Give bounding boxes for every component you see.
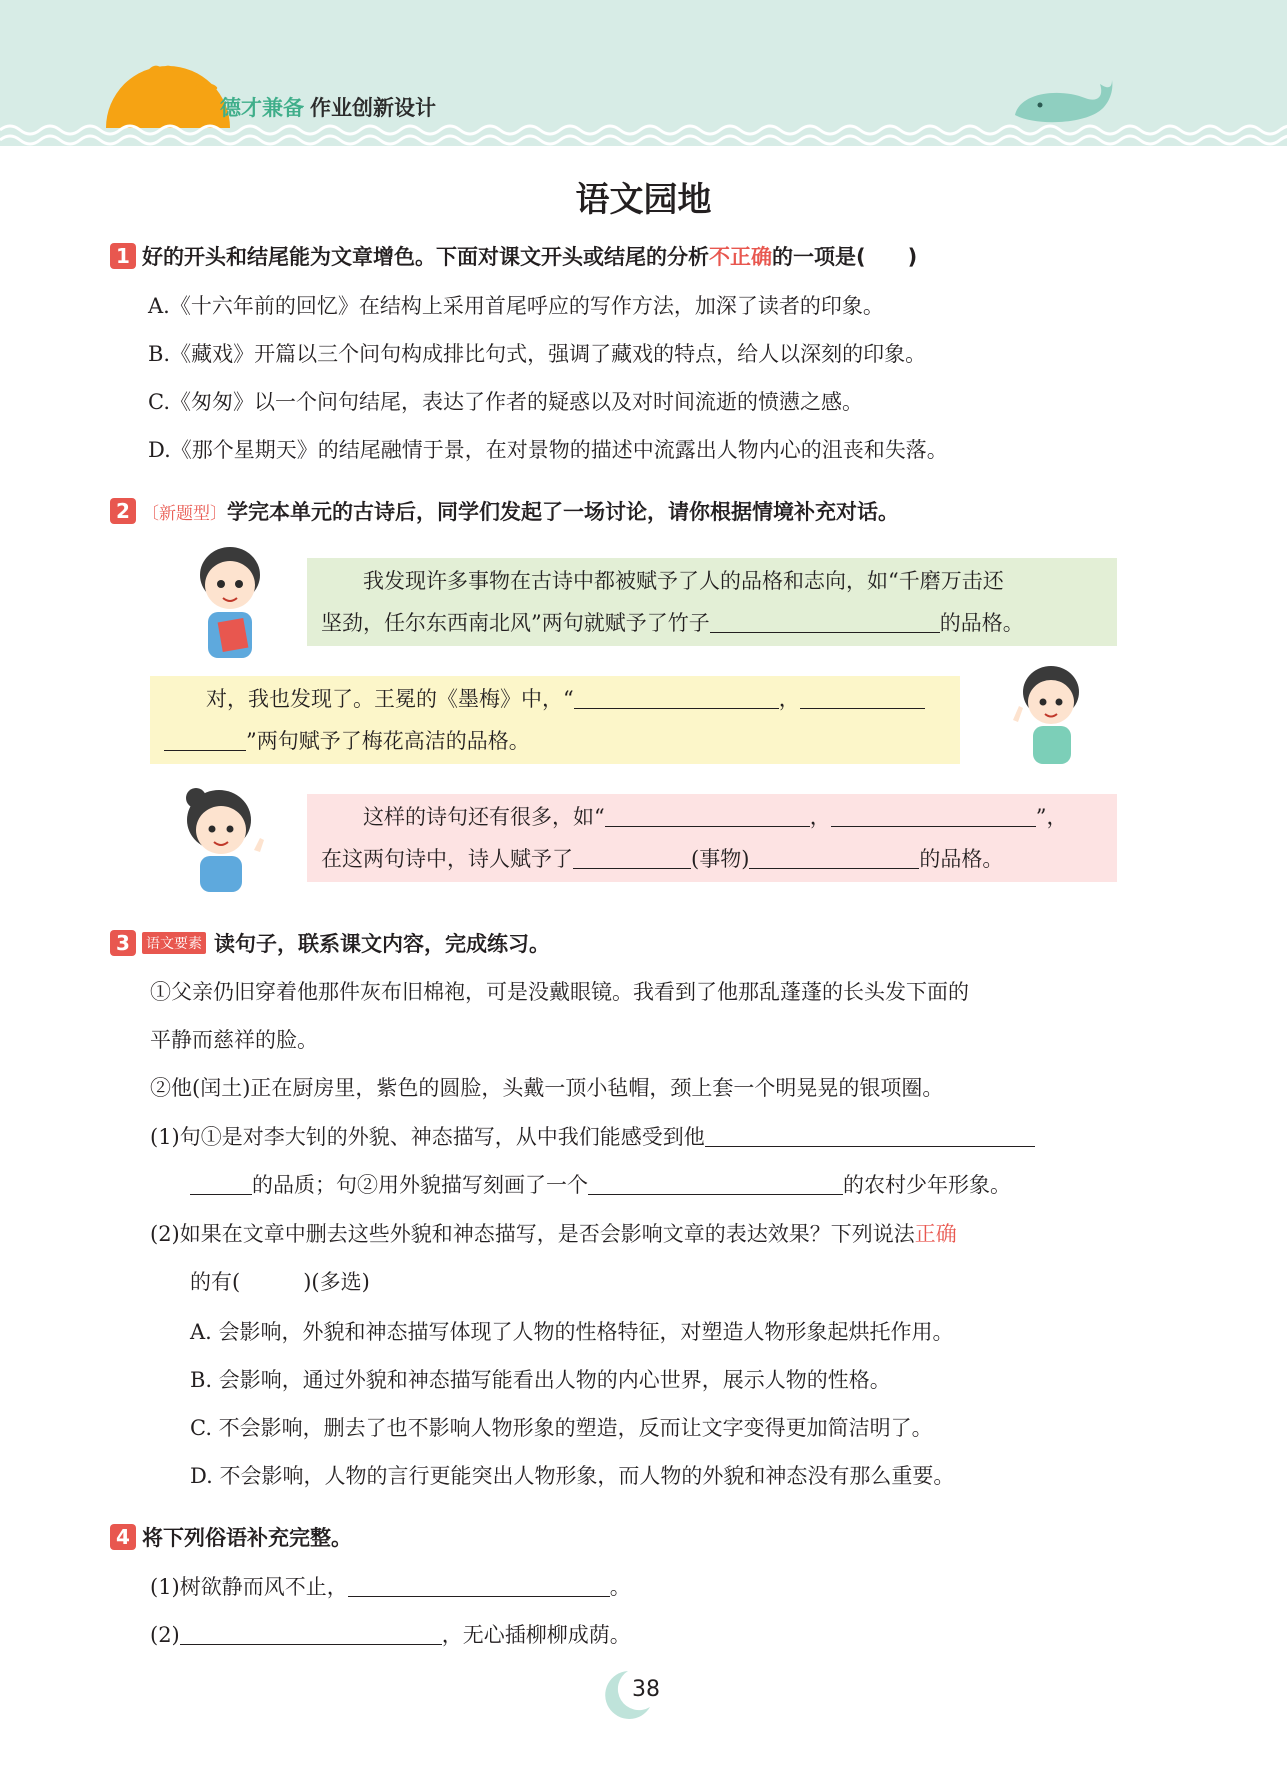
brand-text: 作业创新设计 bbox=[310, 96, 436, 120]
bubble1-line2 bbox=[321, 602, 1103, 644]
answer-blank-li-dazhao-quality-a[interactable] bbox=[705, 1124, 1035, 1147]
q2-tag: 〔新题型〕 bbox=[142, 504, 227, 524]
q1-option-d: D.《那个星期天》的结尾融情于景，在对景物的描述中流露出人物内心的沮丧和失落。 bbox=[148, 438, 948, 462]
answer-blank-mo-mei-line1[interactable] bbox=[574, 686, 779, 709]
answer-blank-poem-line2[interactable] bbox=[831, 804, 1036, 827]
bubble3-text-b: 在这两句诗中，诗人赋予了 bbox=[321, 847, 573, 871]
dialogue-bubble-yellow bbox=[150, 676, 960, 764]
q1-stem-b: 的一项是( ) bbox=[772, 245, 918, 269]
q1-stem-a: 好的开头和结尾能为文章增色。下面对课文开头或结尾的分析 bbox=[142, 245, 709, 269]
answer-blank-quality[interactable] bbox=[749, 846, 919, 869]
q3-option-d: D. 不会影响，人物的言行更能突出人物形象，而人物的外貌和神态没有那么重要。 bbox=[190, 1464, 955, 1488]
answer-blank-mo-mei-line2b[interactable] bbox=[164, 728, 246, 751]
q4-item2-text-a: (2) bbox=[150, 1623, 180, 1647]
q3-part1-line2 bbox=[190, 1169, 1011, 1199]
page-number: 38 bbox=[632, 1677, 660, 1702]
answer-blank-thing[interactable] bbox=[573, 846, 691, 869]
q3-stem bbox=[110, 928, 550, 958]
bubble3-line1 bbox=[321, 796, 1103, 838]
q3-sentence1-line2: 平静而慈祥的脸。 bbox=[150, 1028, 318, 1052]
q1-stem bbox=[110, 241, 917, 271]
q2-stem bbox=[110, 496, 899, 526]
q1-option-c: C.《匆匆》以一个问句结尾，表达了作者的疑惑以及对时间流逝的愤懑之感。 bbox=[148, 390, 863, 414]
q4-item2 bbox=[150, 1619, 631, 1649]
q3-option-a: A. 会影响，外貌和神态描写体现了人物的性格特征，对塑造人物形象起烘托作用。 bbox=[190, 1320, 954, 1344]
dialogue-bubble-pink bbox=[307, 794, 1117, 882]
q4-item1-text-a: (1)树欲静而风不止， bbox=[150, 1575, 348, 1599]
answer-blank-proverb2[interactable] bbox=[180, 1622, 442, 1645]
answer-blank-poem-line1[interactable] bbox=[605, 804, 810, 827]
q4-stem-text: 将下列俗语补充完整。 bbox=[142, 1526, 352, 1550]
q1-option-a: A.《十六年前的回忆》在结构上采用首尾呼应的写作方法，加深了读者的印象。 bbox=[148, 294, 884, 318]
q3-part2-line2: 的有( )(多选) bbox=[190, 1270, 370, 1294]
brand-highlight: 德才兼备 bbox=[220, 96, 304, 120]
q3-stem-text: 读句子，联系课文内容，完成练习。 bbox=[214, 932, 550, 956]
q3-part2-highlight: 正确 bbox=[914, 1222, 957, 1246]
q3-part1-text-b: 的品质；句②用外貌描写刻画了一个 bbox=[252, 1173, 588, 1197]
q4-number: 4 bbox=[110, 1524, 136, 1550]
header-decoration bbox=[0, 0, 1287, 150]
bubble2-line1 bbox=[164, 678, 946, 720]
q3-option-b: B. 会影响，通过外貌和神态描写能看出人物的内心世界，展示人物的性格。 bbox=[190, 1368, 891, 1392]
boy-avatar-pointing bbox=[1003, 660, 1093, 770]
bubble3-comma: ， bbox=[809, 805, 831, 829]
series-brand bbox=[220, 92, 436, 122]
whale-icon bbox=[1015, 80, 1112, 122]
bubble3-line2 bbox=[321, 838, 1103, 880]
q3-part1-text-c: 的农村少年形象。 bbox=[843, 1173, 1011, 1197]
q1-stem-highlight: 不正确 bbox=[709, 245, 772, 269]
bubble3-text-a: 这样的诗句还有很多，如“ bbox=[363, 805, 605, 829]
q4-item1 bbox=[150, 1571, 631, 1601]
q3-option-c: C. 不会影响，删去了也不影响人物形象的塑造，反而让文字变得更加简洁明了。 bbox=[190, 1416, 933, 1440]
bubble1-text-a: 坚劲，任尔东西南北风”两句就赋予了竹子 bbox=[321, 611, 710, 635]
q3-part1-line1 bbox=[150, 1121, 1035, 1151]
q1-option-b: B.《藏戏》开篇以三个问句构成排比句式，强调了藏戏的特点，给人以深刻的印象。 bbox=[148, 342, 927, 366]
bubble2-comma: ， bbox=[778, 687, 800, 711]
q2-number: 2 bbox=[110, 498, 136, 524]
q3-part2-text-a: (2)如果在文章中删去这些外貌和神态描写，是否会影响文章的表达效果？下列说法 bbox=[150, 1222, 915, 1246]
girl-avatar bbox=[174, 780, 274, 895]
q3-number: 3 bbox=[110, 930, 136, 956]
answer-blank-runtu-image[interactable] bbox=[588, 1172, 843, 1195]
answer-blank-bamboo-quality[interactable] bbox=[710, 610, 940, 633]
bubble1-text-b: 的品格。 bbox=[939, 611, 1024, 635]
answer-blank-li-dazhao-quality-b[interactable] bbox=[190, 1172, 252, 1195]
bubble1-line1: 我发现许多事物在古诗中都被赋予了人的品格和志向，如“千磨万击还 bbox=[363, 569, 1004, 593]
q1-number: 1 bbox=[110, 243, 136, 269]
bubble2-line2 bbox=[164, 720, 946, 762]
q3-part1-text-a: (1)句①是对李大钊的外貌、神态描写，从中我们能感受到他 bbox=[150, 1125, 705, 1149]
bubble3-end: ”， bbox=[1035, 805, 1068, 829]
q3-tag: 语文要素 bbox=[142, 932, 206, 954]
bubble3-text-c: (事物) bbox=[691, 847, 750, 871]
bubble2-text-a: 对，我也发现了。王冕的《墨梅》中，“ bbox=[206, 687, 574, 711]
q4-item2-text-b: ，无心插柳柳成荫。 bbox=[441, 1623, 631, 1647]
q2-stem-text: 学完本单元的古诗后，同学们发起了一场讨论，请你根据情境补充对话。 bbox=[227, 500, 899, 524]
page-header bbox=[0, 0, 1287, 150]
answer-blank-mo-mei-line2a[interactable] bbox=[800, 686, 925, 709]
boy-avatar-reading bbox=[190, 540, 270, 665]
q4-stem bbox=[110, 1522, 352, 1552]
page-title: 语文园地 bbox=[575, 180, 712, 220]
bubble3-text-d: 的品格。 bbox=[919, 847, 1004, 871]
q4-item1-text-b: 。 bbox=[609, 1575, 631, 1599]
q3-part2-line1 bbox=[150, 1218, 957, 1248]
bubble2-text-b: ”两句赋予了梅花高洁的品格。 bbox=[246, 729, 530, 753]
q3-sentence1-line1: ①父亲仍旧穿着他那件灰布旧棉袍，可是没戴眼镜。我看到了他那乱蓬蓬的长头发下面的 bbox=[150, 980, 969, 1004]
wave-border bbox=[0, 126, 1287, 144]
dialogue-bubble-green bbox=[307, 558, 1117, 646]
answer-blank-proverb1[interactable] bbox=[348, 1574, 610, 1597]
q3-sentence2: ②他(闰土)正在厨房里，紫色的圆脸，头戴一顶小毡帽，颈上套一个明晃晃的银项圈。 bbox=[150, 1076, 944, 1100]
sun-icon bbox=[106, 66, 230, 128]
